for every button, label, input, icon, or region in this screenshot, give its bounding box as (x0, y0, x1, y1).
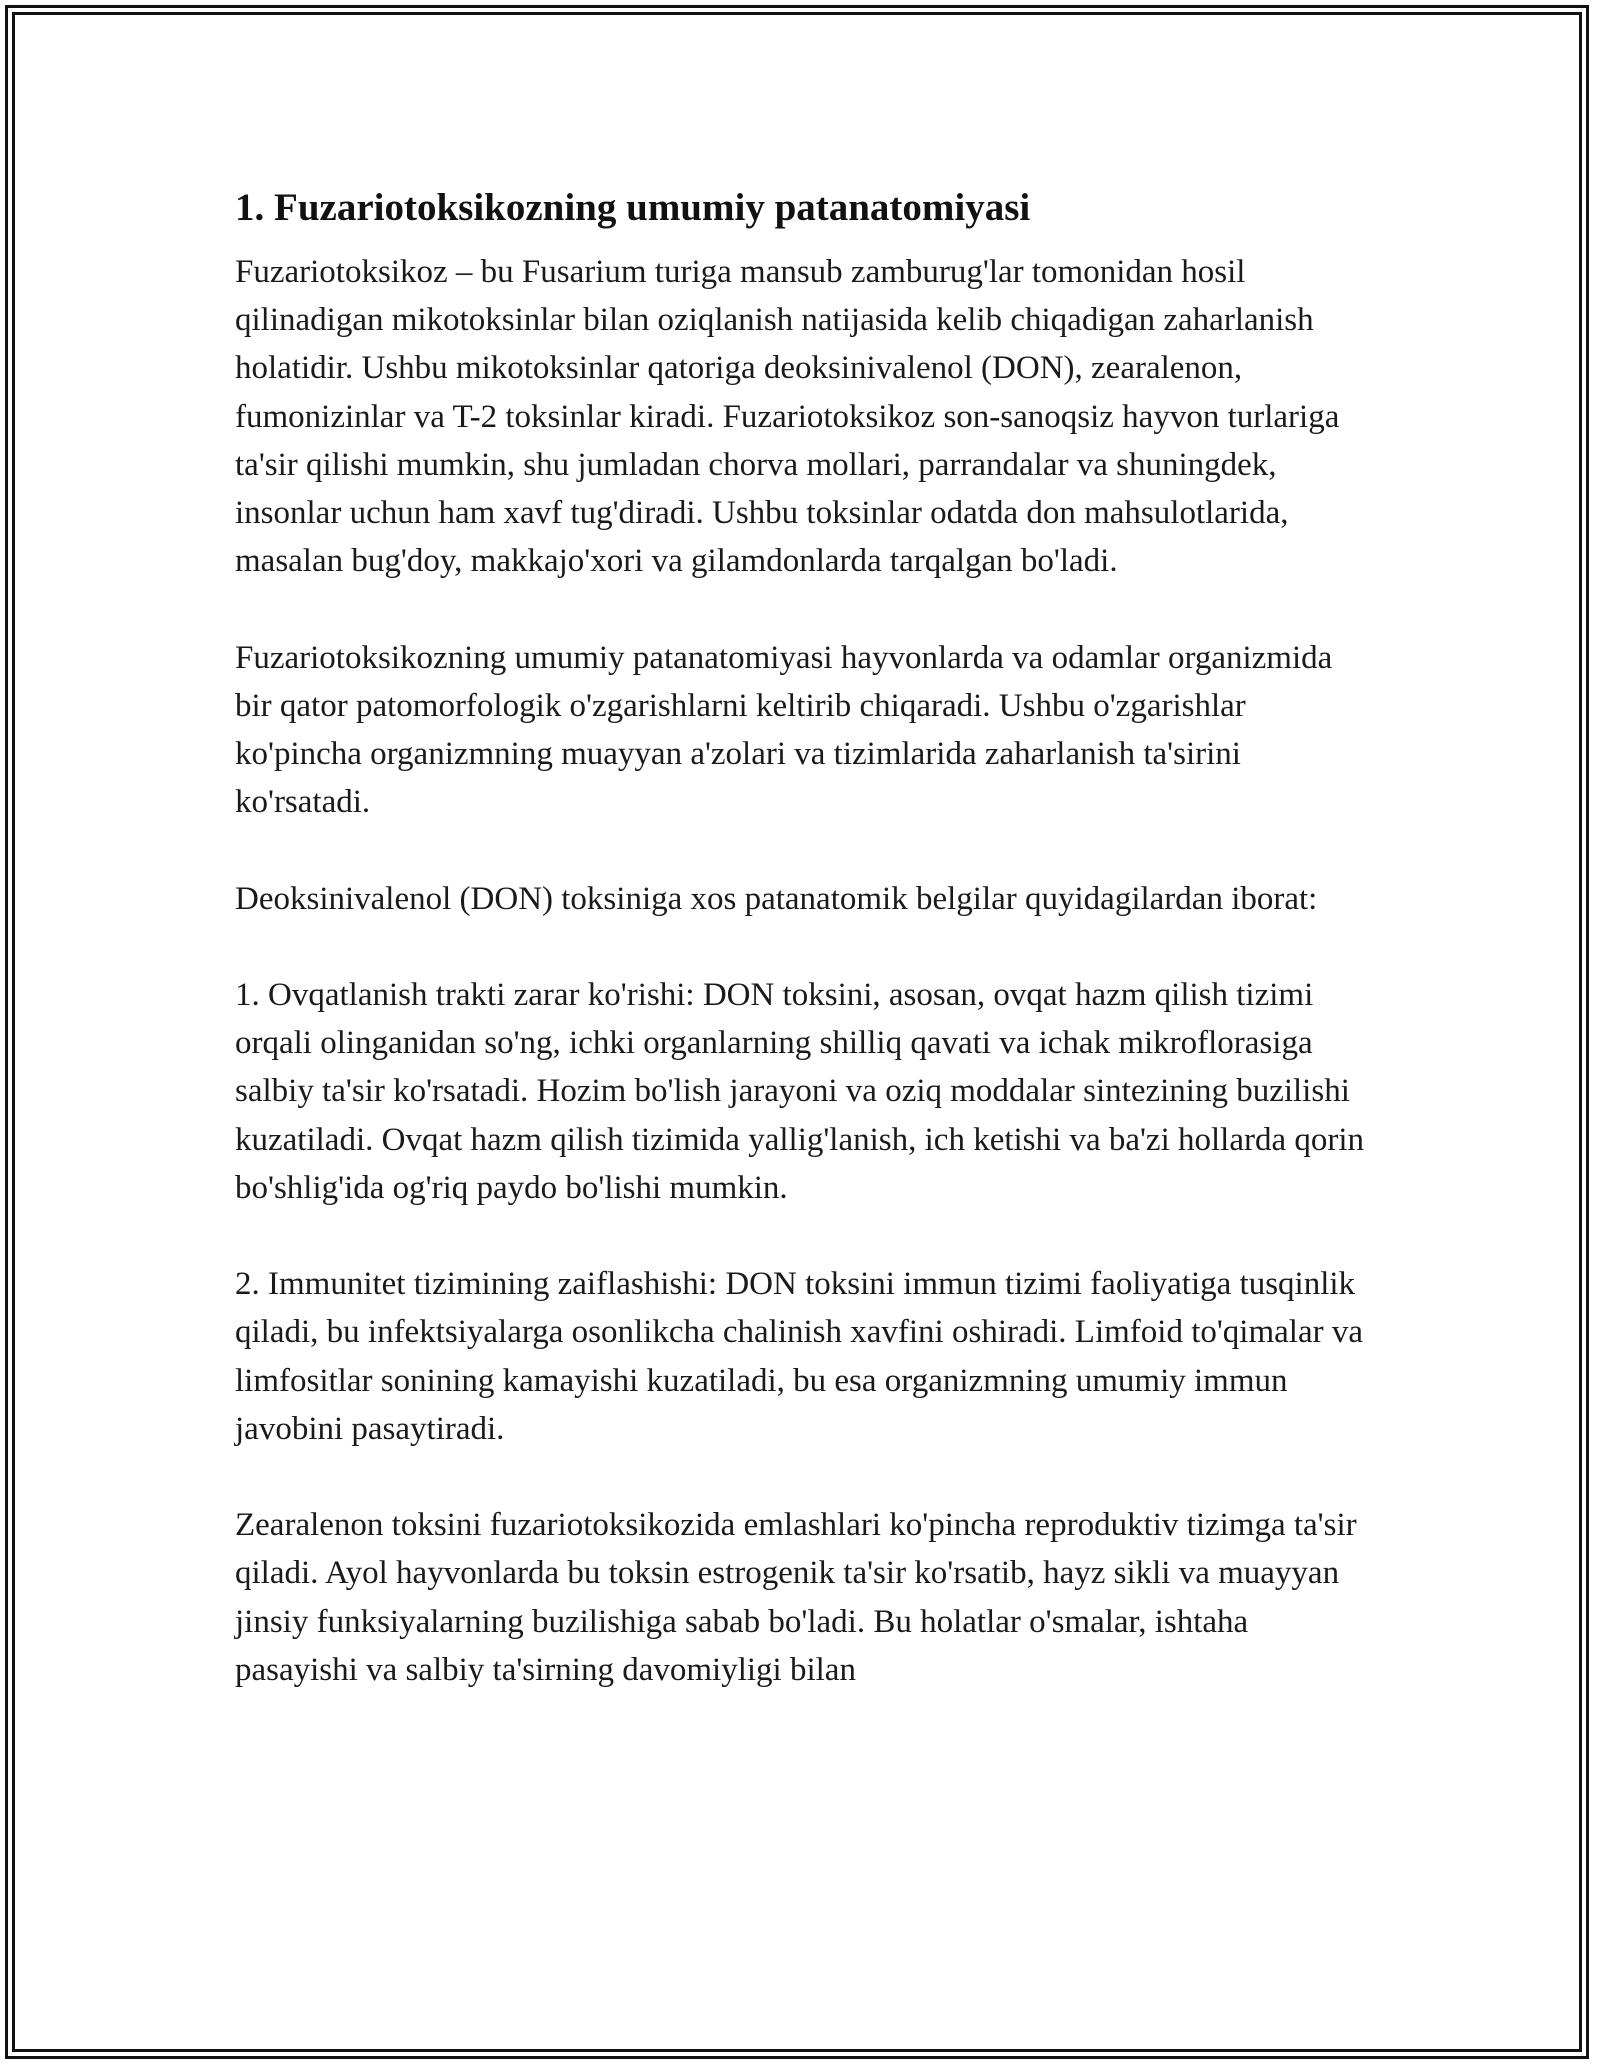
section-heading: 1. Fuzariotoksikozning umumiy patanatomiyasi (235, 186, 1031, 229)
paragraph-item-immunity: 2. Immunitet tizimining zaiflashishi: DON toksini immun tizimi faoliyatiga tusqinlik qiladi, bu infektsiyalarga osonlikcha chalinish xavfini oshiradi. Limfoid to'qimalar va limfositlar sonining kamayishi kuzatiladi, bu esa organizmning umumiy immun javobini pasaytiradi. (235, 1266, 1363, 1447)
paragraph-intro: Fuzariotoksikoz – bu Fusarium turiga mansub zamburug'lar tomonidan hosil qilinadigan mikotoksinlar bilan oziqlanish natijasida kelib chiqadigan zaharlanish holatidir. Ushbu mikotoksinlar qatoriga deoksinivalenol (DON), zearalenon, fumonizinlar va T-2 toksinlar kiradi. Fuzariotoksikoz son-sanoqsiz hayvon turlariga ta'sir qilishi mumkin, shu jumladan chorva mollari, parrandalar va shuningdek, insonlar uchun ham xavf tug'diradi. Ushbu toksinlar odatda don mahsulotlarida, masalan bug'doy, makkajo'xori va gilamdonlarda tarqalgan bo'ladi. (235, 254, 1340, 580)
paragraph-zearalenone: Zearalenon toksini fuzariotoksikozida emlashlari ko'pincha reproduktiv tizimga ta'sir qiladi. Ayol hayvonlarda bu toksin estrogenik ta'sir ko'rsatib, hayz sikli va muayyan jinsiy funksiyalarning buzilishiga sabab bo'ladi. Bu holatlar o'smalar, ishtaha pasayishi va salbiy ta'sirning davomiyligi bilan (235, 1507, 1357, 1688)
paragraph-item-digestive: 1. Ovqatlanish trakti zarar ko'rishi: DON toksini, asosan, ovqat hazm qilish tizimi orqali olinganidan so'ng, ichki organlarning shilliq qavati va ichak mikroflorasiga salbiy ta'sir ko'rsatadi. Hozim bo'lish jarayoni va oziq moddalar sintezining buzilishi kuzatiladi. Ovqat hazm qilish tizimida yallig'lanish, ich ketishi va ba'zi hollarda qorin bo'shlig'ida og'riq paydo bo'lishi mumkin. (235, 977, 1365, 1206)
paragraph-don-intro: Deoksinivalenol (DON) toksiniga xos patanatomik belgilar quyidagilardan iborat: (235, 880, 1318, 917)
paragraph-patanatomy: Fuzariotoksikozning umumiy patanatomiyasi hayvonlarda va odamlar organizmida bir qator patomorfologik o'zgarishlarni keltirib chiqaradi. Ushbu o'zgarishlar ko'pincha organizmning muayyan a'zolari va tizimlarida zaharlanish ta'sirini ko'rsatadi. (235, 639, 1333, 821)
document-body (235, 184, 1375, 1694)
